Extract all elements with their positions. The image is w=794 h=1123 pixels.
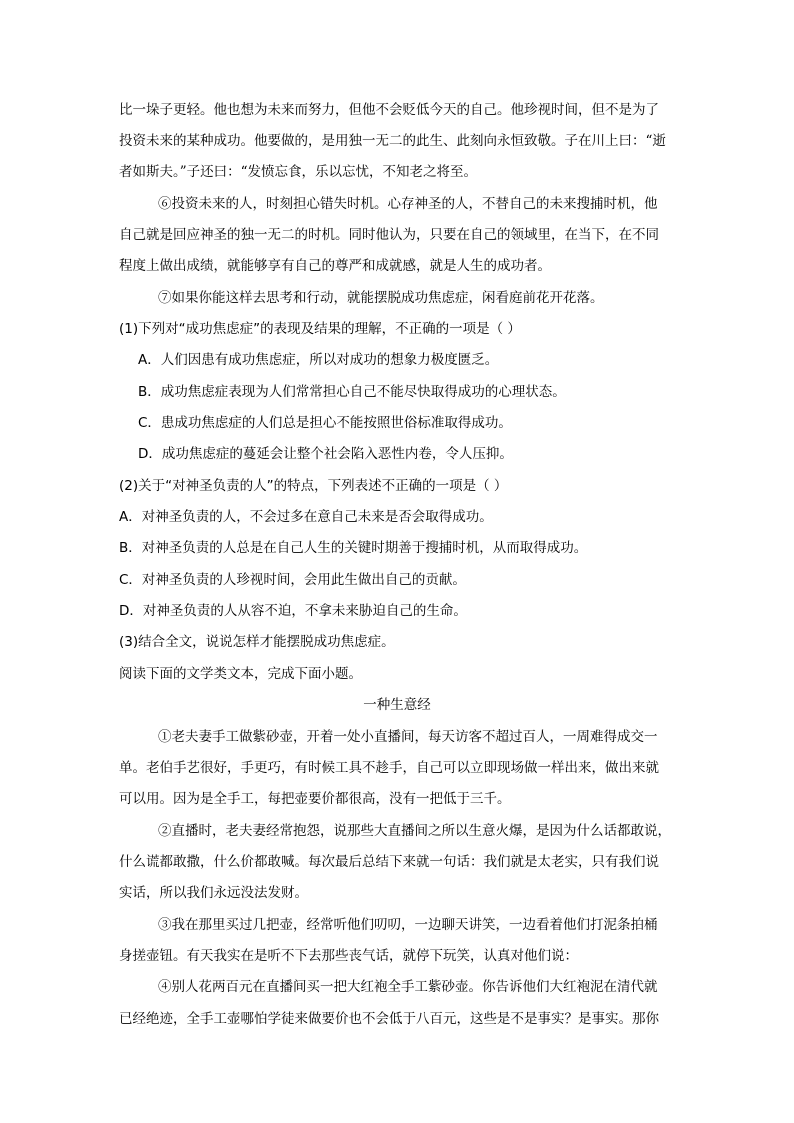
question-1-option-b: B．成功焦虑症表现为人们常常担心自己不能尽快取得成功的心理状态。 [138, 384, 566, 400]
passage2-p1-line-2: 单。老伯手艺很好，手更巧，有时候工具不趁手，自己可以立即现场做一样出来，做出来就 [119, 760, 659, 776]
passage2-title: 一种生意经 [363, 697, 431, 713]
passage1-p7: ⑦如果你能这样去思考和行动，就能摆脱成功焦虑症，闲看庭前花开花落。 [158, 290, 604, 306]
question-1-option-a: A．人们因患有成功焦虑症，所以对成功的想象力极度匮乏。 [138, 352, 499, 368]
passage1-p6-line-3: 程度上做出成绩，就能够享有自己的尊严和成就感，就是人生的成功者。 [119, 258, 551, 274]
passage2-p3-line-1: ③我在那里买过几把壶，经常听他们叨叨，一边聊天讲笑，一边看着他们打泥条拍桶 [158, 917, 658, 933]
reading-instruction: 阅读下面的文学类文本，完成下面小题。 [119, 666, 362, 682]
question-1-stem: (1)下列对“成功焦虑症”的表现及结果的理解，不正确的一项是（ ） [119, 321, 521, 337]
passage2-p1-line-1: ①老夫妻手工做紫砂壶，开着一处小直播间，每天访客不超过百人，一周难得成交一 [158, 729, 658, 745]
passage2-p4-line-2: 已经绝迹，全手工壶哪怕学徒来做要价也不会低于八百元，这些是不是事实？是事实。那你 [119, 1011, 659, 1027]
question-2-option-d: D．对神圣负责的人从容不迫，不拿未来胁迫自己的生命。 [119, 603, 467, 619]
question-1-option-c: C．患成功焦虑症的人们总是担心不能按照世俗标准取得成功。 [138, 415, 512, 431]
question-2-option-c: C．对神圣负责的人珍视时间，会用此生做出自己的贡献。 [119, 572, 466, 588]
passage1-cont-line-2: 投资未来的某种成功。他要做的，是用独一无二的此生、此刻向永恒致敬。子在川上曰：“逝 [119, 133, 666, 149]
passage1-p6-line-1: ⑥投资未来的人，时刻担心错失时机。心存神圣的人，不替自己的未来搜捕时机，他 [158, 196, 658, 212]
passage2-p2-line-1: ②直播时，老夫妻经常抱怨，说那些大直播间之所以生意火爆，是因为什么话都敢说， [158, 823, 671, 839]
passage2-p2-line-2: 什么谎都敢撒，什么价都敢喊。每次最后总结下来就一句话：我们就是太老实，只有我们说 [119, 854, 659, 870]
passage2-p2-line-3: 实话，所以我们永远没法发财。 [119, 885, 308, 901]
passage1-p6-line-2: 自己就是回应神圣的独一无二的时机。同时他认为，只要在自己的领域里，在当下，在不同 [119, 227, 659, 243]
question-2-stem: (2)关于“对神圣负责的人”的特点，下列表述不正确的一项是（ ） [119, 478, 508, 494]
question-3-stem: (3)结合全文，说说怎样才能摆脱成功焦虑症。 [119, 634, 395, 650]
passage2-p3-line-2: 身搓壶钮。有天我实在是听不下去那些丧气话，就停下玩笑，认真对他们说： [119, 948, 578, 964]
passage1-cont-line-1: 比一垛子更轻。他也想为未来而努力，但他不会贬低今天的自己。他珍视时间，但不是为了 [119, 102, 659, 118]
passage2-p1-line-3: 可以用。因为是全手工，每把壶要价都很高，没有一把低于三千。 [119, 791, 511, 807]
question-1-option-d: D．成功焦虑症的蔓延会让整个社会陷入恶性内卷，令人压抑。 [138, 446, 513, 462]
passage2-p4-line-1: ④别人花两百元在直播间买一把大红袍全手工紫砂壶。你告诉他们大红袍泥在清代就 [158, 979, 658, 995]
question-2-option-b: B．对神圣负责的人总是在自己人生的关键时期善于搜捕时机，从而取得成功。 [119, 540, 588, 556]
question-2-option-a: A．对神圣负责的人，不会过多在意自己未来是否会取得成功。 [119, 509, 493, 525]
passage1-cont-line-3: 者如斯夫。”子还曰：“发愤忘食，乐以忘忧，不知老之将至。 [119, 164, 478, 180]
